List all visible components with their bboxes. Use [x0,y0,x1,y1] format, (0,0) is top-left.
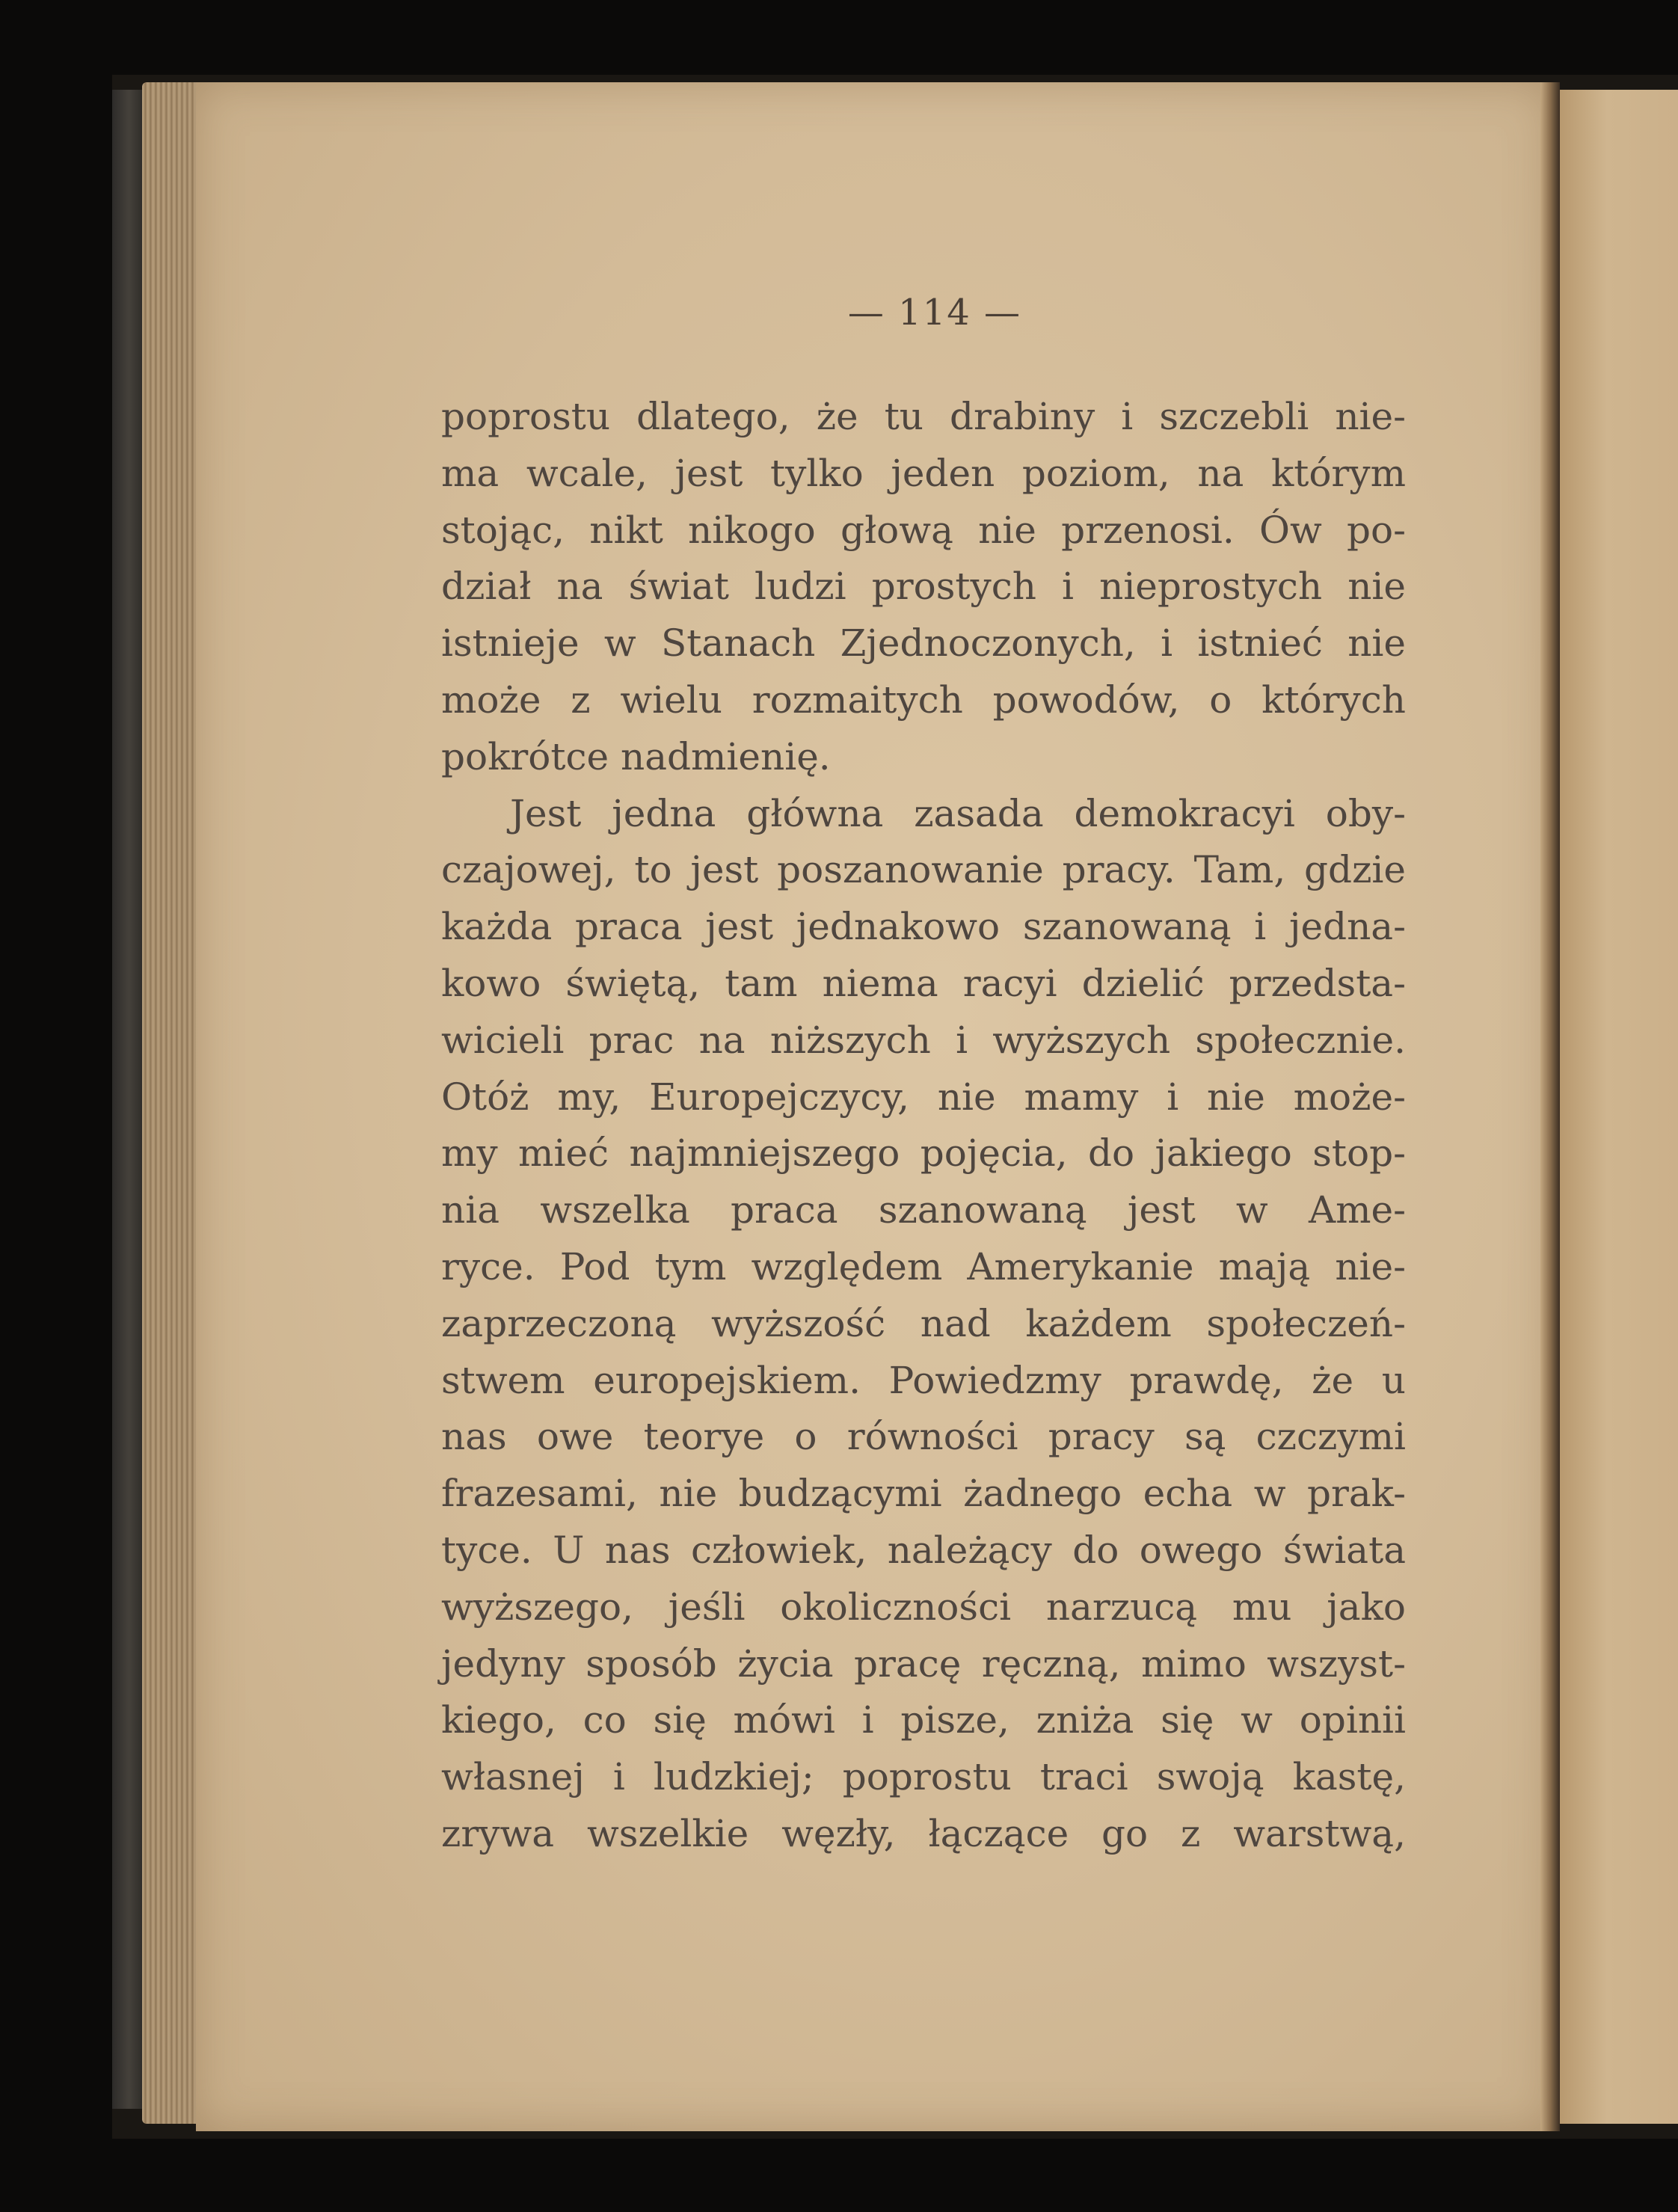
text-line: my mieć najmniejszego pojęcia, do jakiego stop- [441,1131,1406,1176]
text-line: tyce. U nas człowiek, należący do owego świata [441,1528,1406,1572]
text-line: może z wielu rozmaitych powodów, o których [441,678,1406,722]
text-line: stwem europejskiem. Powiedzmy prawdę, że u [441,1358,1406,1402]
book-gutter [1540,82,1560,2131]
text-line: nia wszelka praca szanowaną jest w Ame- [441,1188,1406,1232]
text-line: frazesami, nie budzącymi żadnego echa w prak- [441,1472,1406,1516]
page-content [441,292,1406,1863]
paragraph [441,389,1406,786]
text-line: Otóż my, Europejczycy, nie mamy i nie może- [441,1075,1406,1119]
text-line: wyższego, jeśli okoliczności narzucą mu jako [441,1585,1406,1629]
text-line: dział na świat ludzi prostych i nieprostych nie [441,565,1406,609]
text-line: istnieje w Stanach Zjednoczonych, i istnieć nie [441,621,1406,666]
text-line: zrywa wszelkie węzły, łączące go z warstwą, [441,1811,1406,1855]
text-body [441,389,1406,1863]
facing-page-edge [1560,90,1678,2124]
text-line: Jest jedna główna zasada demokracyi oby- [510,791,1406,835]
text-line: poprostu dlatego, że tu drabiny i szczebli nie- [441,395,1406,438]
text-line: zaprzeczoną wyższość nad każdem społeczeń- [441,1301,1406,1345]
text-line: ryce. Pod tym względem Amerykanie mają nie- [441,1244,1406,1288]
text-line: kowo świętą, tam niema racyi dzielić przedsta- [441,961,1406,1005]
text-line: ma wcale, jest tylko jeden poziom, na którym [441,451,1406,495]
text-line: pokrótce nadmienię. [441,734,831,778]
text-line: jedyny sposób życia pracę ręczną, mimo wszyst- [441,1641,1406,1686]
book-cover-edge [112,90,146,2109]
text-line: wicieli prac na niższych i wyższych społecznie. [441,1018,1406,1062]
text-line: czajowej, to jest poszanowanie pracy. Tam, gdzie [441,848,1406,892]
text-line: każda praca jest jednakowo szanowaną i jedna- [441,905,1406,949]
paragraph [441,786,1406,1863]
text-line: własnej i ludzkiej; poprostu traci swoją kastę, [441,1755,1406,1799]
page-number: — 114 — [847,292,1022,334]
text-line: nas owe teorye o równości pracy są czczymi [441,1415,1406,1459]
text-line: kiego, co się mówi i pisze, zniża się w opinii [441,1698,1406,1742]
text-line: stojąc, nikt nikogo głową nie przenosi. Ów po- [441,508,1406,552]
